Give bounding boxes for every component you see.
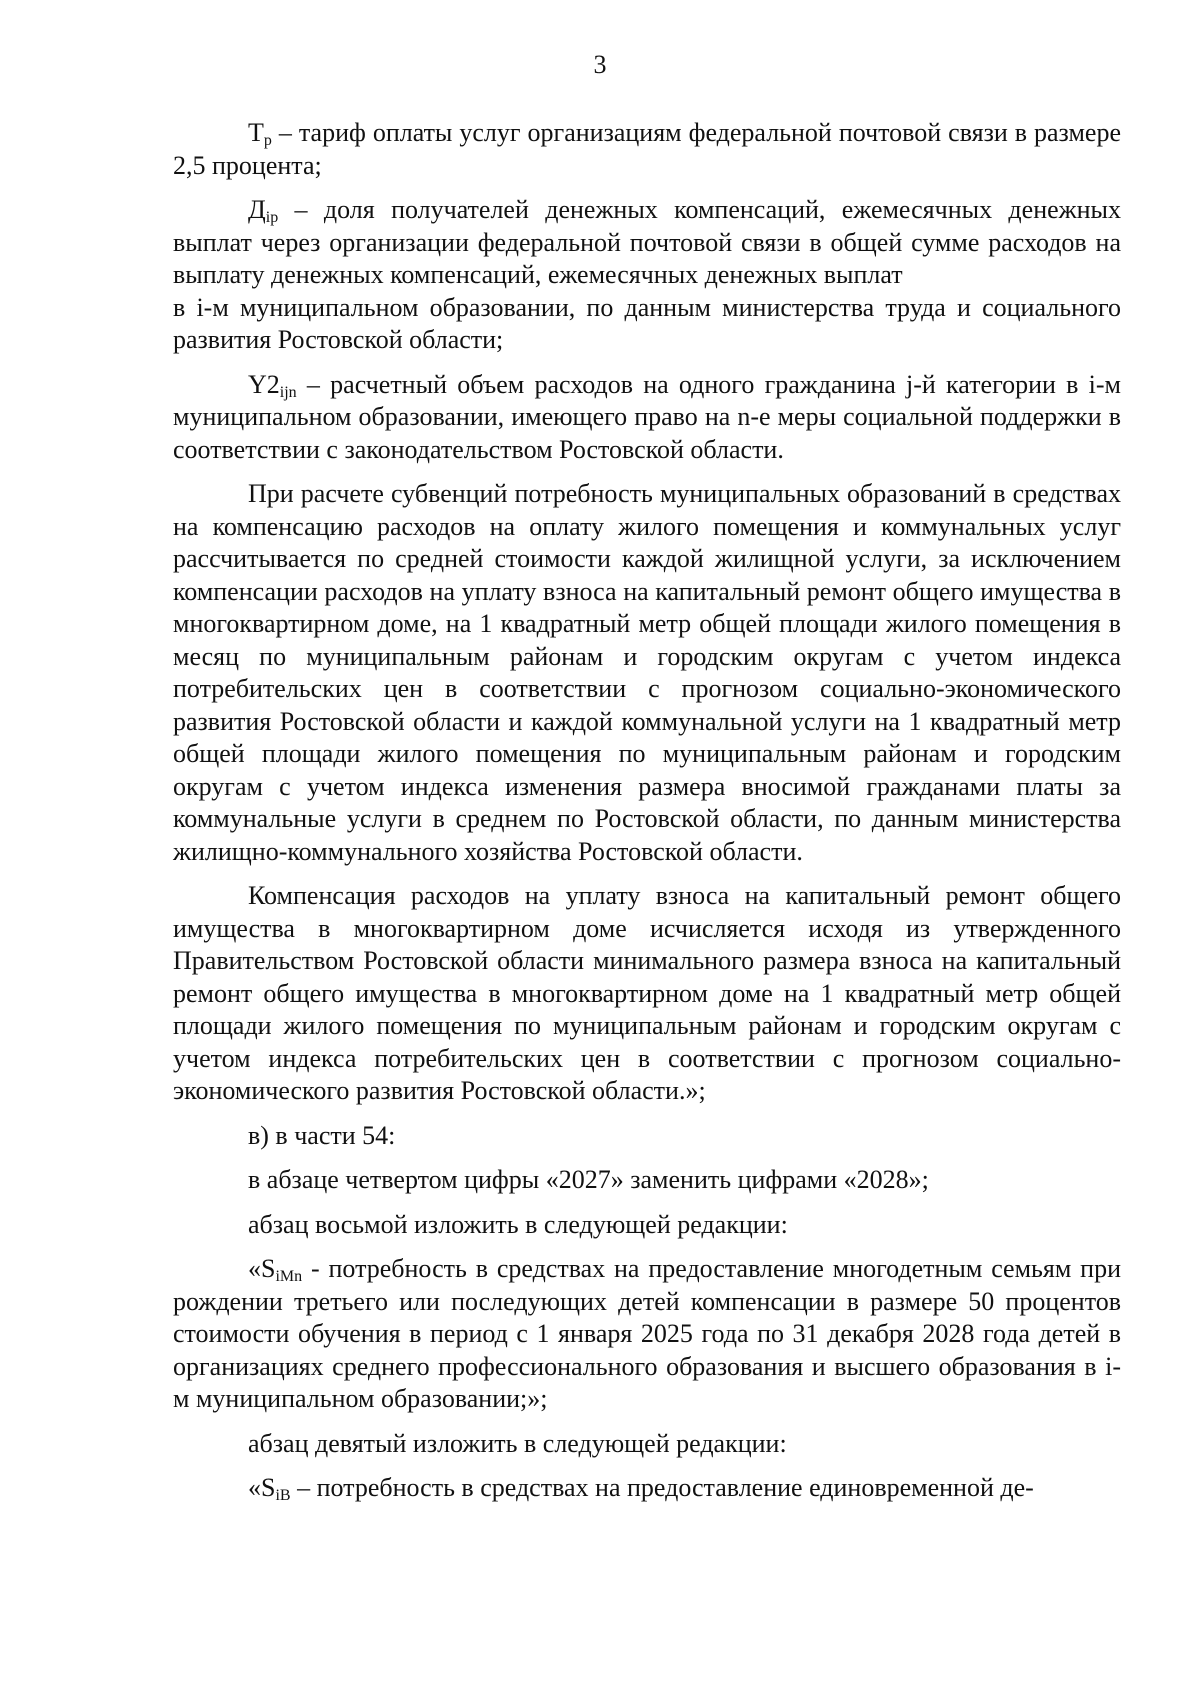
paragraph-subvention-calculation: При расчете субвенций потребность муниципальных образований в средствах на компенсацию расходов на оплату жилого помещения и коммунальных услуг рассчитывается по средней стоимости каждой жилищной услуги, за исключением компенсации расходов на уплату взноса на капитальный ремонт общего имущества в многоквартирном доме, на 1 квадратный метр общей площади жилого помещения в месяц по муниципальным районам и городским округам с учетом индекса потребительских цен в соответствии с прогнозом социально-экономического развития Ростовской области и каждой коммунальной услуги на 1 квадратный метр общей площади жилого помещения по муниципальным районам и городским округам с учетом индекса изменения размера вносимой гражданами платы за коммунальные услуги в среднем по Ростовской области, по данным министерства жилищно-коммунального хозяйства Ростовской области. [173,479,1121,866]
paragraph-eighth-abzac: абзац восьмой изложить в следующей редакции: [248,1209,788,1239]
symbol-subscript: ip [265,209,279,226]
symbol: «S [248,1254,276,1283]
paragraph-expense-volume [173,369,1121,467]
paragraph-part-54: в) в части 54: [248,1120,396,1150]
symbol: Y2 [248,369,280,399]
symbol: «S [248,1473,276,1502]
paragraph-text: - потребность в средствах на предоставление многодетным семьям при рождении третьего или последующих детей компенсации в размере 50 процентов стоимости обучения в период с 1 января 2025 года по 31 декабря 2028 года детей в организациях среднего профессионального образования и высшего образования в i-м муниципальном образовании;»; [173,1254,1121,1413]
paragraph-text: – потребность в средствах на предоставление единовременной де- [290,1473,1034,1502]
paragraph-text: – тариф оплаты услуг организациям федеральной почтовой связи в размере 2,5 процента; [173,118,1121,180]
paragraph-text: – расчетный объем расходов на одного гражданина j-й категории в i-м муниципальном образовании, имеющего право на n-е меры социальной поддержки в соответствии с законодательством Ростовской области. [173,369,1121,464]
symbol: Д [248,195,266,224]
symbol: Т [248,118,264,147]
symbol-subscript: р [263,132,272,149]
paragraph-large-family [173,1253,1121,1416]
paragraph-capital-repair: Компенсация расходов на уплату взноса на капитальный ремонт общего имущества в многоквартирном доме исчисляется исходя из утвержденного Правительством Ростовской области минимального размера взноса на капитальный ремонт общего имущества в многоквартирном доме на 1 квадратный метр общей площади жилого помещения по муниципальным районам и городским округам с учетом индекса потребительских цен в соответствии с прогнозом социально-экономического развития Ростовской области.»; [173,881,1121,1105]
paragraph-text: – доля получателей денежных компенсаций, ежемесячных денежных выплат через организации федеральной почтовой связи в общей сумме расходов на выплату денежных компенсаций, ежемесячных денежных выплат [173,195,1121,289]
paragraph-one-time-payment [173,1472,1121,1505]
symbol-subscript: iB [275,1487,291,1504]
document-body [173,117,1121,1517]
paragraph-share-continued: в i-м муниципальном образовании, по данным министерства труда и социального развития Ростовской области; [173,292,1121,354]
paragraph-tariff [173,117,1121,182]
paragraph-ninth-abzac: абзац девятый изложить в следующей редакции: [248,1428,787,1458]
paragraph-fourth-abzac: в абзаце четвертом цифры «2027» заменить цифрами «2028»; [248,1165,929,1194]
symbol-subscript: iMn [275,1268,303,1285]
symbol-subscript: ijn [279,383,297,401]
page-number: 3 [593,50,607,79]
paragraph-share [173,194,1121,292]
